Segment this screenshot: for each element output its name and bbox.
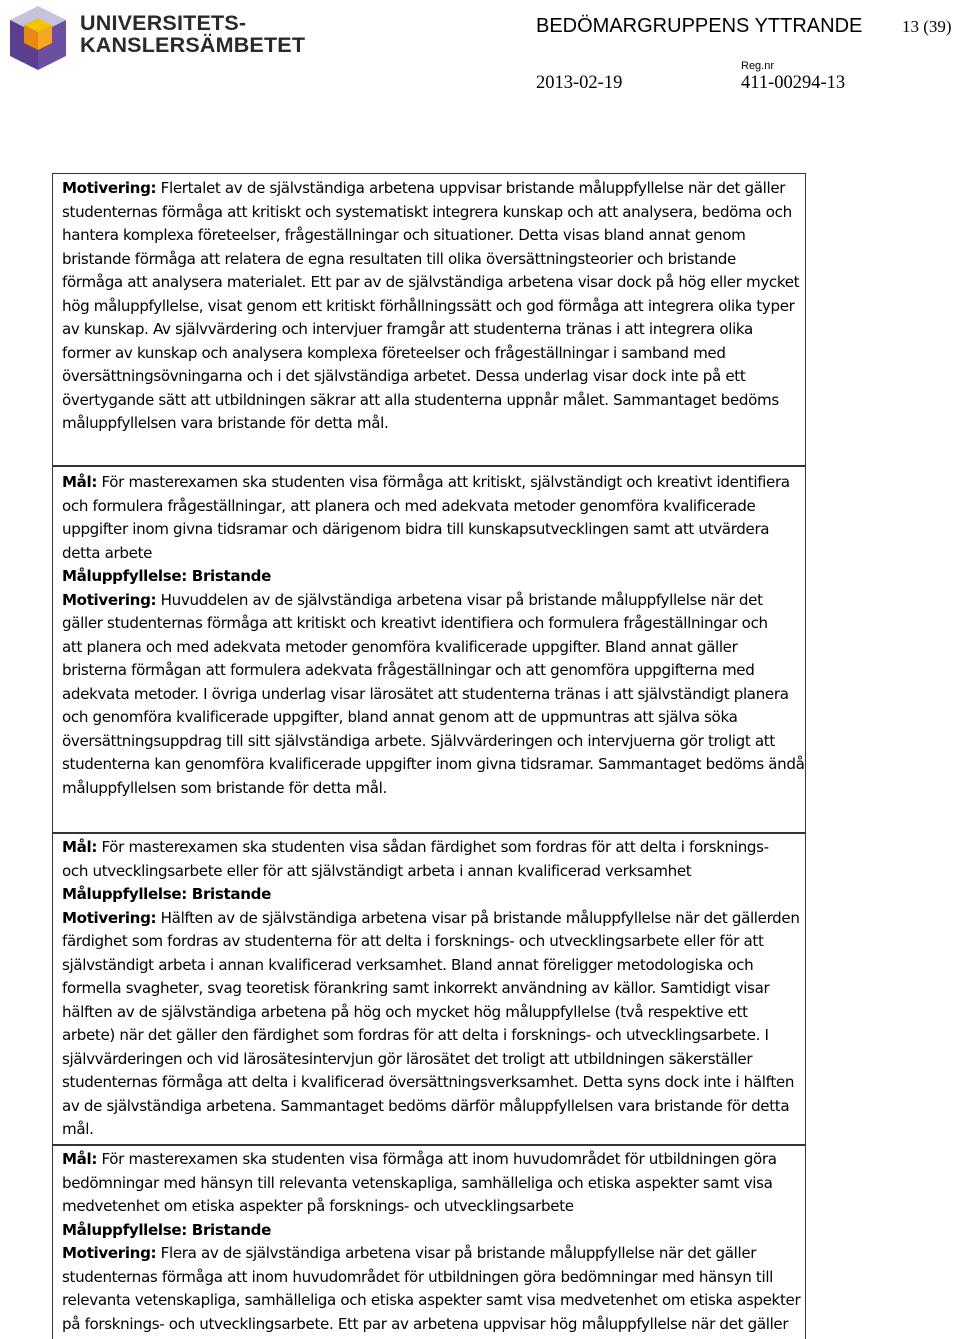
document-title: BEDÖMARGRUPPENS YTTRANDE <box>536 15 863 37</box>
assessment-box-2 <box>52 466 806 833</box>
motivering-line: relevanta vetenskapliga, samhälleliga och etiska aspekter samt visa medvetenhet om etiska aspekter <box>62 1291 801 1309</box>
motivering-line: formella svagheter, svag teoretisk förankring samt inkorrekt användning av källor. Samtidigt visar <box>62 979 770 997</box>
motivering-line: hög måluppfyllelse, visat genom ett kritiskt förhållningssätt och god förmåga att integrera olika typer <box>62 296 795 315</box>
page-number: 13 (39) <box>902 17 952 36</box>
motivering-line: färdighet som fordras av studenterna för att delta i forsknings- och utvecklingsarbete eller för att <box>62 932 764 950</box>
mal-line: och utvecklingsarbete eller för att självständigt arbeta i annan kvalificerad verksamhet <box>62 861 692 880</box>
document-date: 2013-02-19 <box>536 73 623 93</box>
mal-line: uppgifter inom givna tidsramar och därigenom bidra till kunskapsutvecklingen samt att utvärdera <box>62 520 770 538</box>
motivering-line: studenternas förmåga att delta i kvalificerad översättningsverksamhet. Detta syns dock inte i hälften <box>62 1073 795 1091</box>
motivering-line: övertygande sätt att utbildningen säkrar att alla studenterna uppnår målet. Sammantaget bedöms <box>62 390 779 409</box>
maluppfyllelse-status: Måluppfyllelse: Bristande <box>62 567 271 585</box>
motivering-line: och genomföra kvalificerade uppgifter, bland annat genom att de uppmuntras att själva söka <box>62 708 738 726</box>
organization-name <box>80 12 305 56</box>
maluppfyllelse-status: Måluppfyllelse: Bristande <box>62 1220 271 1239</box>
regnr-label: Reg.nr <box>741 60 775 72</box>
assessment-box-1 <box>52 173 806 466</box>
motivering-line: hantera komplexa företeelser, frågeställningar och situationer. Detta visas bland annat genom <box>62 226 746 244</box>
motivering-line: måluppfyllelsen som bristande för detta mål. <box>62 778 387 797</box>
motivering-label: Motivering: <box>62 908 157 927</box>
motivering-label: Motivering: <box>62 179 157 197</box>
motivering-line: studenternas förmåga att inom huvudområdet för utbildningen göra bedömningar med hänsyn till <box>62 1267 774 1286</box>
mal-line: Mål: För masterexamen ska studenten visa sådan färdighet som fordras för att delta i forsknings- <box>62 838 769 856</box>
motivering-line: översättningsuppdrag till sitt självständiga arbete. Självvärderingen och intervjuerna gör troligt att <box>62 731 775 750</box>
motivering-line: förmåga att analysera materialet. Ett par av de självständiga arbetena visar dock på hög eller mycket <box>62 273 800 291</box>
motivering-line: hälften av de självständiga arbetena på hög och mycket hög måluppfyllelse (två respektive ett <box>62 1002 748 1021</box>
mal-line: Mål: För masterexamen ska studenten visa förmåga att inom huvudområdet för utbildningen göra <box>62 1150 777 1168</box>
motivering-line: bristerna förmågan att formulera adekvata frågeställningar och att genomföra uppgifterna med <box>62 661 755 679</box>
cube-logo-icon <box>6 4 70 72</box>
motivering-line: Motivering: Hälften av de självständiga arbetena visar på bristande måluppfyllelse när det gällerden <box>62 908 800 927</box>
mal-line: medvetenhet om etiska aspekter på forsknings- och utvecklingsarbete <box>62 1197 574 1215</box>
motivering-line: självvärderingen och vid lärosätesintervjun gör lärosätet det troligt att utbildningen säkerställer <box>62 1049 753 1068</box>
mal-line: Mål: För masterexamen ska studenten visa förmåga att kritiskt, självständigt och kreativt identifiera <box>62 473 790 491</box>
registration-number: 411-00294-13 <box>741 73 846 93</box>
motivering-line: Motivering: Flera av de självständiga arbetena visar på bristande måluppfyllelse när det gäller <box>62 1244 757 1262</box>
motivering-line: studenternas förmåga att kritiskt och systematiskt integrera kunskap och att analysera, bedöma och <box>62 202 792 221</box>
motivering-line: adekvata metoder. I övriga underlag visar lärosätet att studenterna tränas i att självständigt planera <box>62 684 789 703</box>
motivering-line: gäller studenternas förmåga att kritiskt och kreativt identifiera och formulera frågeställningar och <box>62 614 768 632</box>
mal-label: Mål: <box>62 838 98 856</box>
mal-line: detta arbete <box>62 543 153 562</box>
org-line-1: UNIVERSITETS- <box>80 11 247 35</box>
motivering-line: på forsknings- och utvecklingsarbete. Ett par av arbetena uppvisar hög måluppfyllelse när det gäller <box>62 1314 789 1333</box>
org-line-2: KANSLERSÄMBETET <box>80 33 306 57</box>
motivering-line: att planera och med adekvata metoder genomföra kvalificerade uppgifter. Bland annat gäller <box>62 637 738 656</box>
motivering-line: Motivering: Flertalet av de självständiga arbetena uppvisar bristande måluppfyllelse när det gäller <box>62 179 786 197</box>
motivering-line: bristande förmåga att relatera de egna resultaten till olika översättningsteorier och bristande <box>62 249 736 268</box>
motivering-label: Motivering: <box>62 590 157 609</box>
maluppfyllelse-status: Måluppfyllelse: Bristande <box>62 885 271 903</box>
mal-line: och formulera frågeställningar, att planera och med adekvata metoder genomföra kvalificerade <box>62 496 756 515</box>
motivering-line: Motivering: Huvuddelen av de självständiga arbetena visar på bristande måluppfyllelse när det <box>62 590 763 609</box>
motivering-line: av de självständiga arbetena. Sammantaget bedöms därför måluppfyllelsen vara bristande för detta <box>62 1096 790 1115</box>
motivering-line: självständigt arbeta i annan kvalificerad verksamhet. Bland annat föreligger metodologiska och <box>62 955 754 974</box>
motivering-line: mål. <box>62 1120 94 1138</box>
motivering-line: översättningsövningarna och i det självständiga arbetet. Dessa underlag visar dock inte på ett <box>62 367 746 385</box>
mal-label: Mål: <box>62 1150 98 1168</box>
motivering-line: arbete) när det gäller den färdighet som fordras för att delta i forsknings- och utvecklingsarbete. I <box>62 1026 769 1044</box>
assessment-box-3 <box>52 833 806 1145</box>
assessment-box-4 <box>52 1145 806 1339</box>
mal-line: bedömningar med hänsyn till relevanta vetenskapliga, samhälleliga och etiska aspekter samt visa <box>62 1173 773 1192</box>
motivering-label: Motivering: <box>62 1244 157 1262</box>
motivering-line: former av kunskap och analysera komplexa företeelser och frågeställningar i samband med <box>62 343 726 362</box>
motivering-line: studenterna kan genomföra kvalificerade uppgifter inom givna tidsramar. Sammantaget bedöms ändå <box>62 755 805 773</box>
motivering-line: måluppfyllelsen vara bristande för detta mål. <box>62 414 389 432</box>
mal-label: Mål: <box>62 473 98 491</box>
motivering-line: av kunskap. Av självvärdering och intervjuer framgår att studenterna tränas i att integrera olika <box>62 320 753 338</box>
